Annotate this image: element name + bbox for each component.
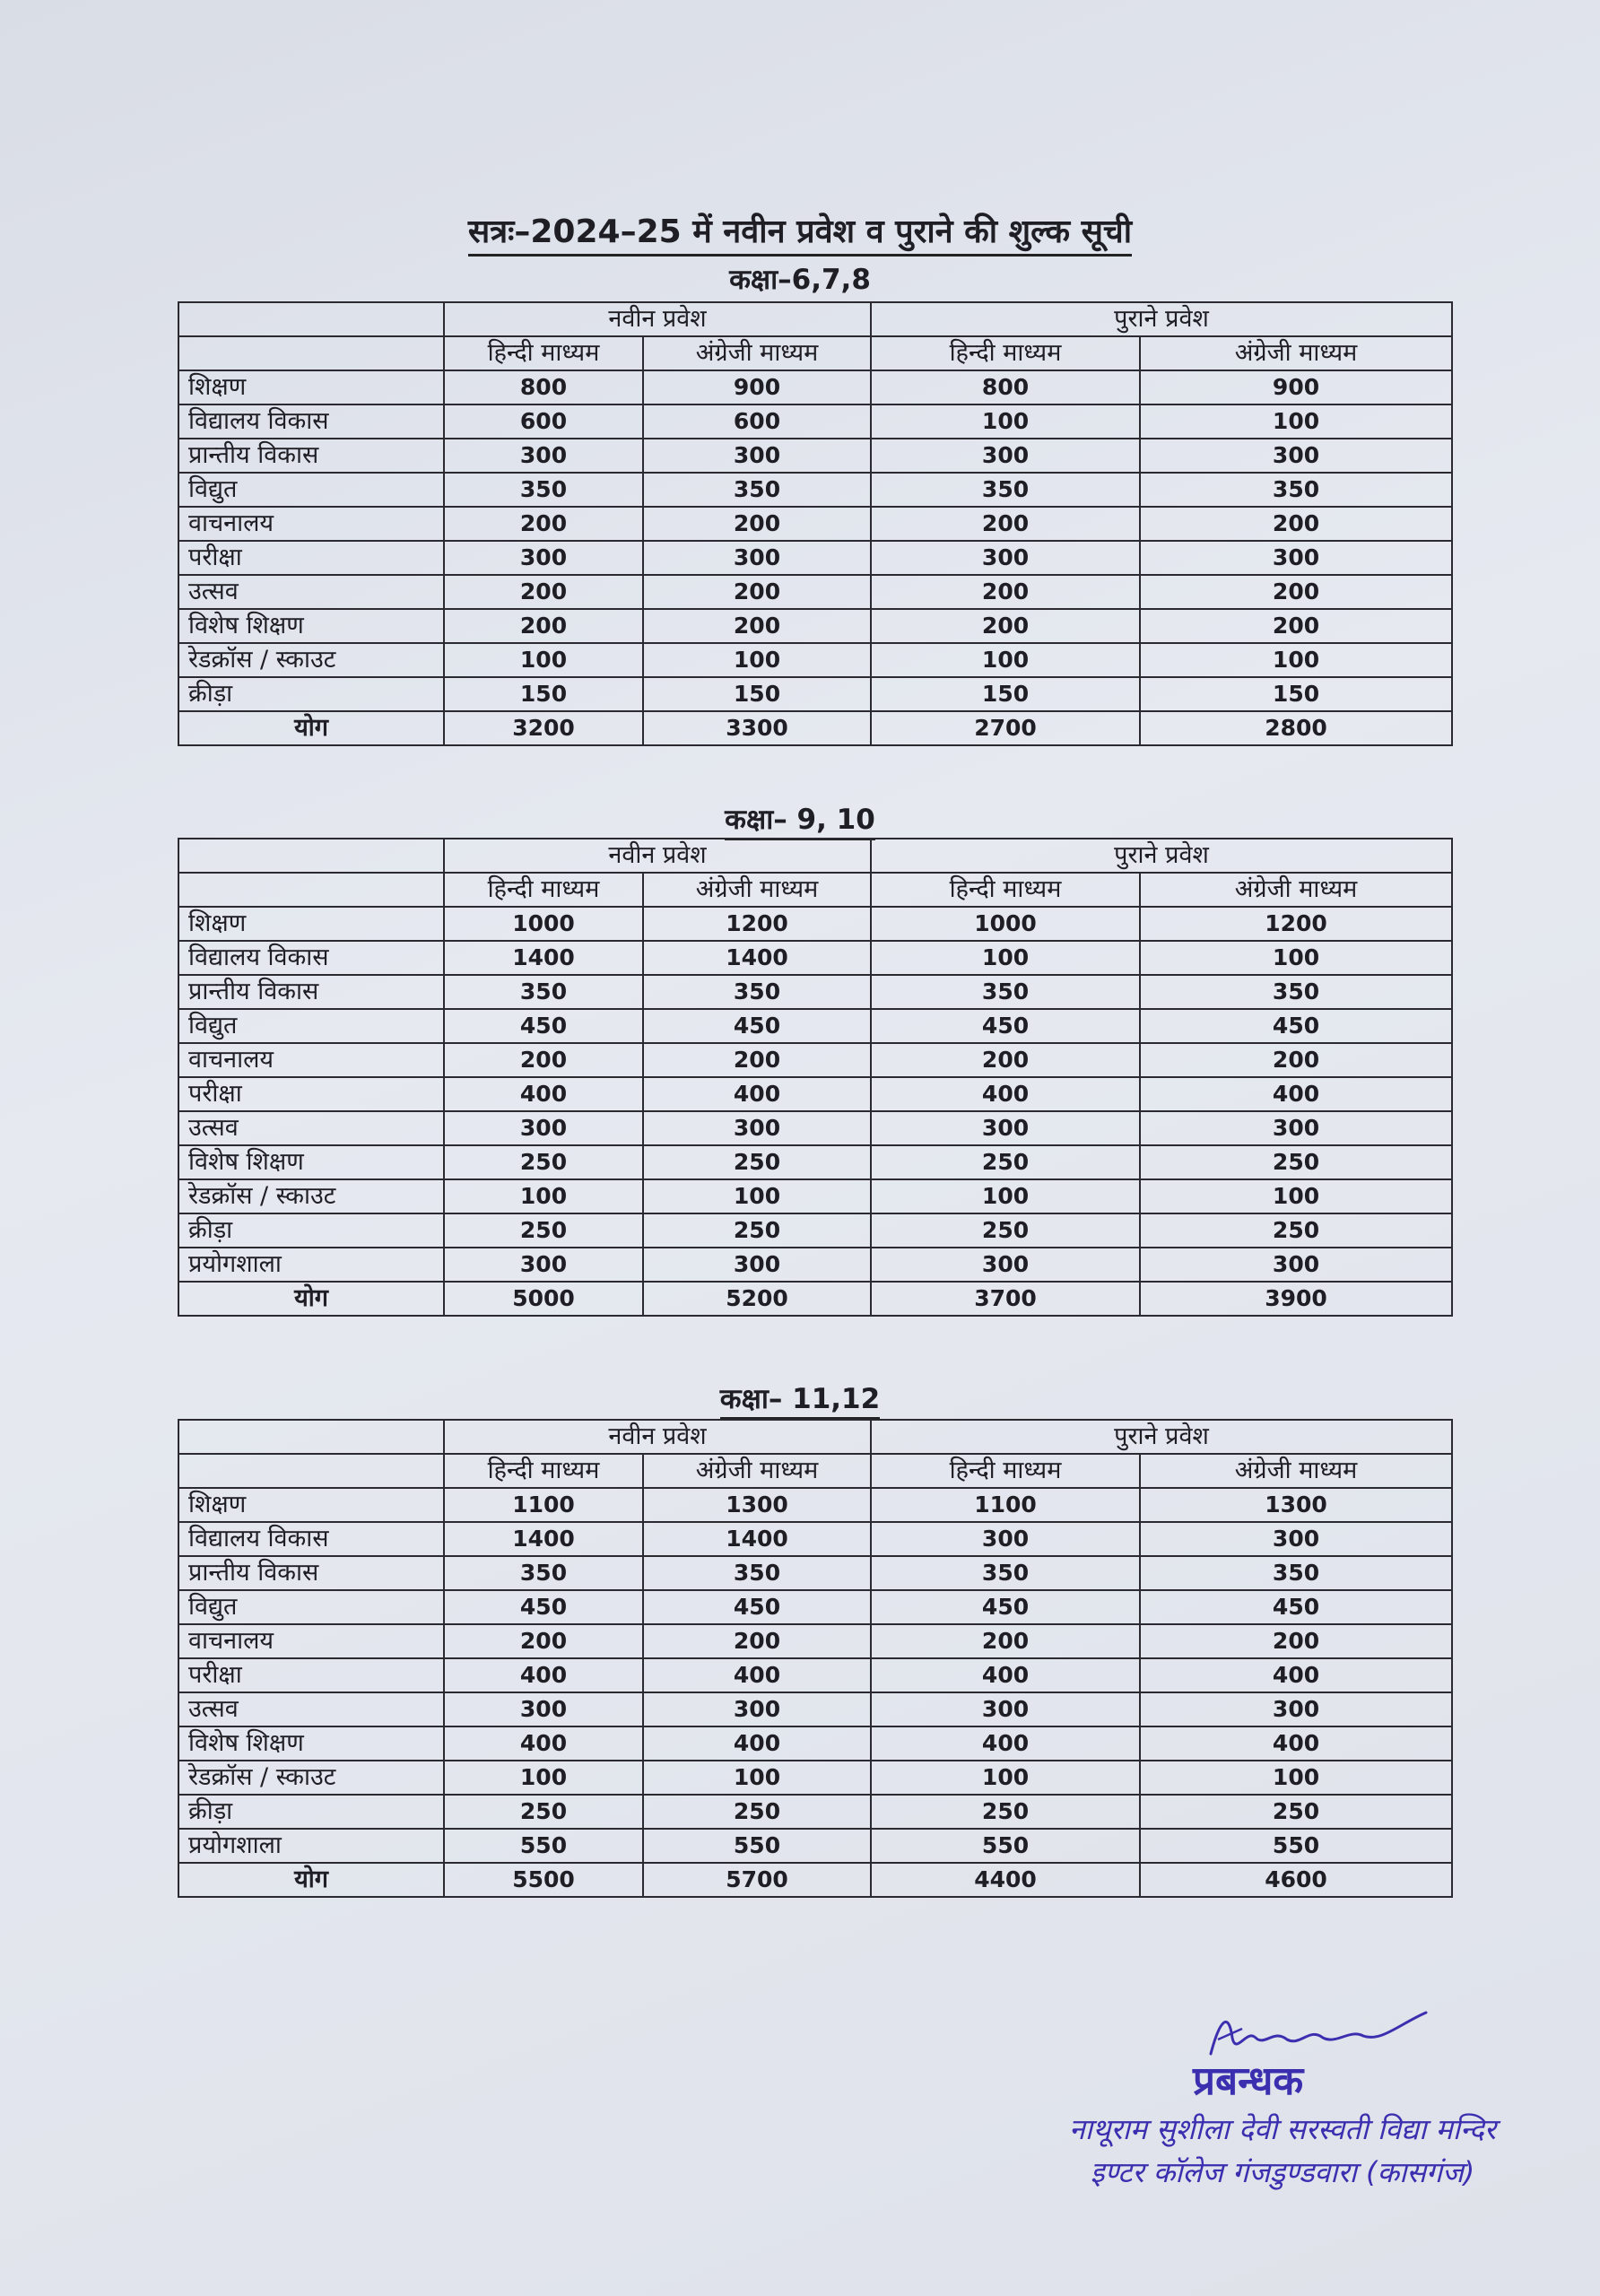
fee-head-label: परीक्षा: [178, 1077, 444, 1111]
old-hindi-amount: 200: [871, 507, 1140, 541]
english-medium-header: अंग्रेजी माध्यम: [1140, 1454, 1452, 1488]
new-english-amount: 350: [643, 473, 871, 507]
total-row: [178, 711, 1452, 745]
new-hindi-amount: 300: [444, 1692, 643, 1726]
old-hindi-amount: 450: [871, 1590, 1140, 1624]
old-hindi-amount: 100: [871, 404, 1140, 439]
old-english-amount: 200: [1140, 507, 1452, 541]
fee-head-label: उत्सव: [178, 1692, 444, 1726]
new-hindi-amount: 200: [444, 1043, 643, 1077]
new-english-amount: 200: [643, 575, 871, 609]
fee-row: [178, 1692, 1452, 1726]
old-hindi-amount: 300: [871, 541, 1140, 575]
old-english-amount: 150: [1140, 677, 1452, 711]
old-hindi-amount: 100: [871, 1179, 1140, 1213]
old-english-amount: 100: [1140, 643, 1452, 677]
fee-head-label: क्रीड़ा: [178, 1795, 444, 1829]
fee-row: [178, 907, 1452, 941]
old-hindi-amount: 300: [871, 1111, 1140, 1145]
old-admission-header: पुराने प्रवेश: [871, 839, 1452, 873]
fee-row: [178, 1624, 1452, 1658]
new-english-amount: 400: [643, 1077, 871, 1111]
empty-header-cell: [178, 336, 444, 370]
old-hindi-amount: 1000: [871, 907, 1140, 941]
header-row-admission: [178, 1420, 1452, 1454]
hindi-medium-header: हिन्दी माध्यम: [444, 1454, 643, 1488]
fee-row: [178, 1248, 1452, 1282]
old-english-amount: 200: [1140, 609, 1452, 643]
old-admission-header: पुराने प्रवेश: [871, 302, 1452, 336]
new-english-amount: 300: [643, 1111, 871, 1145]
old-english-amount: 300: [1140, 1248, 1452, 1282]
old-english-amount: 400: [1140, 1658, 1452, 1692]
new-english-amount: 450: [643, 1590, 871, 1624]
new-english-amount: 300: [643, 1248, 871, 1282]
new-hindi-amount: 300: [444, 1111, 643, 1145]
header-row-medium: [178, 873, 1452, 907]
new-hindi-amount: 5000: [444, 1282, 643, 1316]
fee-row: [178, 1077, 1452, 1111]
old-english-amount: 450: [1140, 1590, 1452, 1624]
fee-head-label: विद्युत: [178, 1590, 444, 1624]
english-medium-header: अंग्रेजी माध्यम: [643, 1454, 871, 1488]
new-hindi-amount: 3200: [444, 711, 643, 745]
old-english-amount: 350: [1140, 473, 1452, 507]
old-hindi-amount: 400: [871, 1077, 1140, 1111]
fee-row: [178, 370, 1452, 404]
old-english-amount: 300: [1140, 1692, 1452, 1726]
new-hindi-amount: 350: [444, 473, 643, 507]
new-hindi-amount: 200: [444, 575, 643, 609]
empty-header-cell: [178, 1420, 444, 1454]
old-hindi-amount: 350: [871, 473, 1140, 507]
new-english-amount: 200: [643, 1043, 871, 1077]
old-english-amount: 300: [1140, 541, 1452, 575]
school-name-line1: नाथूराम सुशीला देवी सरस्वती विद्या मन्दिर: [1068, 2112, 1496, 2146]
new-hindi-amount: 400: [444, 1726, 643, 1761]
old-english-amount: 400: [1140, 1726, 1452, 1761]
fee-row: [178, 404, 1452, 439]
fee-head-label: शिक्षण: [178, 907, 444, 941]
header-row-admission: [178, 839, 1452, 873]
old-hindi-amount: 400: [871, 1658, 1140, 1692]
new-hindi-amount: 300: [444, 1248, 643, 1282]
new-admission-header: नवीन प्रवेश: [444, 1420, 871, 1454]
new-hindi-amount: 600: [444, 404, 643, 439]
new-english-amount: 5200: [643, 1282, 871, 1316]
fee-head-label: उत्सव: [178, 575, 444, 609]
new-hindi-amount: 450: [444, 1590, 643, 1624]
old-english-amount: 200: [1140, 575, 1452, 609]
fee-head-label: शिक्षण: [178, 1488, 444, 1522]
new-hindi-amount: 300: [444, 439, 643, 473]
old-english-amount: 100: [1140, 404, 1452, 439]
new-hindi-amount: 800: [444, 370, 643, 404]
old-english-amount: 400: [1140, 1077, 1452, 1111]
fee-row: [178, 1488, 1452, 1522]
new-english-amount: 100: [643, 1179, 871, 1213]
new-hindi-amount: 400: [444, 1658, 643, 1692]
old-hindi-amount: 400: [871, 1726, 1140, 1761]
new-hindi-amount: 350: [444, 1556, 643, 1590]
page-title: सत्रः–2024–25 में नवीन प्रवेश व पुराने की शुल्क सूची: [0, 208, 1600, 252]
old-english-amount: 100: [1140, 1761, 1452, 1795]
old-english-amount: 1300: [1140, 1488, 1452, 1522]
old-hindi-amount: 250: [871, 1213, 1140, 1248]
new-english-amount: 400: [643, 1658, 871, 1692]
fee-row: [178, 507, 1452, 541]
old-english-amount: 4600: [1140, 1863, 1452, 1897]
fee-row: [178, 941, 1452, 975]
fee-row: [178, 975, 1452, 1009]
new-hindi-amount: 400: [444, 1077, 643, 1111]
empty-header-cell: [178, 873, 444, 907]
old-english-amount: 100: [1140, 1179, 1452, 1213]
old-hindi-amount: 250: [871, 1145, 1140, 1179]
old-english-amount: 250: [1140, 1795, 1452, 1829]
new-hindi-amount: 150: [444, 677, 643, 711]
old-english-amount: 550: [1140, 1829, 1452, 1863]
new-hindi-amount: 1000: [444, 907, 643, 941]
new-hindi-amount: 1400: [444, 1522, 643, 1556]
fee-head-label: विशेष शिक्षण: [178, 1145, 444, 1179]
old-english-amount: 1200: [1140, 907, 1452, 941]
hindi-medium-header: हिन्दी माध्यम: [444, 336, 643, 370]
new-hindi-amount: 250: [444, 1145, 643, 1179]
new-hindi-amount: 300: [444, 541, 643, 575]
fee-head-label: वाचनालय: [178, 1043, 444, 1077]
new-english-amount: 100: [643, 1761, 871, 1795]
new-hindi-amount: 550: [444, 1829, 643, 1863]
old-english-amount: 350: [1140, 975, 1452, 1009]
fee-head-label: रेडक्रॉस / स्काउट: [178, 1179, 444, 1213]
new-english-amount: 1300: [643, 1488, 871, 1522]
new-hindi-amount: 350: [444, 975, 643, 1009]
fee-row: [178, 1590, 1452, 1624]
old-hindi-amount: 250: [871, 1795, 1140, 1829]
old-english-amount: 900: [1140, 370, 1452, 404]
old-hindi-amount: 100: [871, 643, 1140, 677]
old-hindi-amount: 800: [871, 370, 1140, 404]
old-english-amount: 250: [1140, 1213, 1452, 1248]
fee-row: [178, 1145, 1452, 1179]
fee-row: [178, 1726, 1452, 1761]
total-label: योग: [178, 1863, 444, 1897]
new-english-amount: 1400: [643, 1522, 871, 1556]
old-hindi-amount: 100: [871, 1761, 1140, 1795]
total-row: [178, 1282, 1452, 1316]
new-admission-header: नवीन प्रवेश: [444, 302, 871, 336]
old-hindi-amount: 450: [871, 1009, 1140, 1043]
new-english-amount: 900: [643, 370, 871, 404]
old-hindi-amount: 200: [871, 609, 1140, 643]
new-english-amount: 200: [643, 609, 871, 643]
empty-header-cell: [178, 1454, 444, 1488]
fee-row: [178, 677, 1452, 711]
old-hindi-amount: 150: [871, 677, 1140, 711]
new-english-amount: 1200: [643, 907, 871, 941]
fee-head-label: परीक्षा: [178, 541, 444, 575]
class-heading-6-8: कक्षा–6,7,8: [729, 264, 871, 296]
new-hindi-amount: 100: [444, 1179, 643, 1213]
fee-head-label: रेडक्रॉस / स्काउट: [178, 643, 444, 677]
fee-row: [178, 1658, 1452, 1692]
old-hindi-amount: 2700: [871, 711, 1140, 745]
new-english-amount: 450: [643, 1009, 871, 1043]
new-hindi-amount: 1100: [444, 1488, 643, 1522]
english-medium-header: अंग्रेजी माध्यम: [643, 336, 871, 370]
header-row-medium: [178, 336, 1452, 370]
fee-row: [178, 439, 1452, 473]
fee-row: [178, 1829, 1452, 1863]
new-hindi-amount: 250: [444, 1213, 643, 1248]
fee-row: [178, 1009, 1452, 1043]
old-english-amount: 200: [1140, 1043, 1452, 1077]
fee-head-label: रेडक्रॉस / स्काउट: [178, 1761, 444, 1795]
old-english-amount: 350: [1140, 1556, 1452, 1590]
new-english-amount: 1400: [643, 941, 871, 975]
new-hindi-amount: 250: [444, 1795, 643, 1829]
old-hindi-amount: 200: [871, 1043, 1140, 1077]
fee-row: [178, 541, 1452, 575]
new-english-amount: 200: [643, 507, 871, 541]
hindi-medium-header: हिन्दी माध्यम: [871, 873, 1140, 907]
fee-table-11-12: [178, 1419, 1453, 1898]
fee-head-label: प्रान्तीय विकास: [178, 975, 444, 1009]
fee-row: [178, 1111, 1452, 1145]
new-english-amount: 150: [643, 677, 871, 711]
fee-row: [178, 643, 1452, 677]
old-hindi-amount: 300: [871, 1692, 1140, 1726]
fee-head-label: विद्युत: [178, 1009, 444, 1043]
fee-head-label: प्रयोगशाला: [178, 1829, 444, 1863]
empty-header-cell: [178, 302, 444, 336]
old-admission-header: पुराने प्रवेश: [871, 1420, 1452, 1454]
new-english-amount: 100: [643, 643, 871, 677]
header-row-medium: [178, 1454, 1452, 1488]
old-hindi-amount: 100: [871, 941, 1140, 975]
old-hindi-amount: 550: [871, 1829, 1140, 1863]
old-hindi-amount: 200: [871, 1624, 1140, 1658]
fee-head-label: प्रान्तीय विकास: [178, 1556, 444, 1590]
new-english-amount: 250: [643, 1145, 871, 1179]
new-hindi-amount: 100: [444, 643, 643, 677]
old-english-amount: 300: [1140, 1522, 1452, 1556]
fee-table-6-8: [178, 301, 1453, 746]
new-english-amount: 600: [643, 404, 871, 439]
english-medium-header: अंग्रेजी माध्यम: [1140, 336, 1452, 370]
old-hindi-amount: 350: [871, 975, 1140, 1009]
class-heading-11-12: कक्षा– 11,12: [0, 1379, 1600, 1417]
fee-head-label: उत्सव: [178, 1111, 444, 1145]
old-hindi-amount: 3700: [871, 1282, 1140, 1316]
new-english-amount: 5700: [643, 1863, 871, 1897]
old-hindi-amount: 300: [871, 1248, 1140, 1282]
total-label: योग: [178, 1282, 444, 1316]
new-english-amount: 250: [643, 1213, 871, 1248]
fee-row: [178, 473, 1452, 507]
header-row-admission: [178, 302, 1452, 336]
designation-manager: प्रबन्धक: [1193, 2058, 1304, 2104]
old-hindi-amount: 200: [871, 575, 1140, 609]
fee-head-label: विद्यालय विकास: [178, 941, 444, 975]
fee-head-label: विशेष शिक्षण: [178, 609, 444, 643]
fee-row: [178, 1213, 1452, 1248]
fee-head-label: वाचनालय: [178, 1624, 444, 1658]
english-medium-header: अंग्रेजी माध्यम: [1140, 873, 1452, 907]
new-english-amount: 550: [643, 1829, 871, 1863]
fee-row: [178, 609, 1452, 643]
hindi-medium-header: हिन्दी माध्यम: [444, 873, 643, 907]
new-hindi-amount: 450: [444, 1009, 643, 1043]
total-row: [178, 1863, 1452, 1897]
fee-row: [178, 575, 1452, 609]
old-english-amount: 300: [1140, 439, 1452, 473]
fee-head-label: शिक्षण: [178, 370, 444, 404]
new-english-amount: 200: [643, 1624, 871, 1658]
new-english-amount: 300: [643, 541, 871, 575]
old-english-amount: 300: [1140, 1111, 1452, 1145]
fee-row: [178, 1043, 1452, 1077]
new-english-amount: 400: [643, 1726, 871, 1761]
old-hindi-amount: 1100: [871, 1488, 1140, 1522]
new-hindi-amount: 5500: [444, 1863, 643, 1897]
fee-head-label: प्रयोगशाला: [178, 1248, 444, 1282]
new-hindi-amount: 200: [444, 1624, 643, 1658]
old-english-amount: 100: [1140, 941, 1452, 975]
empty-header-cell: [178, 839, 444, 873]
hindi-medium-header: हिन्दी माध्यम: [871, 336, 1140, 370]
fee-head-label: वाचनालय: [178, 507, 444, 541]
total-label: योग: [178, 711, 444, 745]
fee-row: [178, 1179, 1452, 1213]
hindi-medium-header: हिन्दी माध्यम: [871, 1454, 1140, 1488]
old-hindi-amount: 300: [871, 1522, 1140, 1556]
new-hindi-amount: 200: [444, 609, 643, 643]
old-hindi-amount: 350: [871, 1556, 1140, 1590]
new-english-amount: 300: [643, 1692, 871, 1726]
fee-row: [178, 1761, 1452, 1795]
old-english-amount: 450: [1140, 1009, 1452, 1043]
new-english-amount: 350: [643, 1556, 871, 1590]
new-english-amount: 350: [643, 975, 871, 1009]
fee-row: [178, 1795, 1452, 1829]
fee-head-label: विद्युत: [178, 473, 444, 507]
new-hindi-amount: 200: [444, 507, 643, 541]
new-english-amount: 3300: [643, 711, 871, 745]
fee-table-9-10: [178, 838, 1453, 1317]
old-english-amount: 3900: [1140, 1282, 1452, 1316]
old-hindi-amount: 300: [871, 439, 1140, 473]
fee-head-label: क्रीड़ा: [178, 1213, 444, 1248]
fee-head-label: विशेष शिक्षण: [178, 1726, 444, 1761]
english-medium-header: अंग्रेजी माध्यम: [643, 873, 871, 907]
old-hindi-amount: 4400: [871, 1863, 1140, 1897]
new-hindi-amount: 1400: [444, 941, 643, 975]
fee-row: [178, 1522, 1452, 1556]
fee-head-label: प्रान्तीय विकास: [178, 439, 444, 473]
old-english-amount: 2800: [1140, 711, 1452, 745]
fee-head-label: परीक्षा: [178, 1658, 444, 1692]
class-heading-9-10: कक्षा– 9, 10: [0, 800, 1600, 838]
new-english-amount: 300: [643, 439, 871, 473]
fee-head-label: विद्यालय विकास: [178, 1522, 444, 1556]
fee-row: [178, 1556, 1452, 1590]
fee-head-label: क्रीड़ा: [178, 677, 444, 711]
fee-head-label: विद्यालय विकास: [178, 404, 444, 439]
old-english-amount: 200: [1140, 1624, 1452, 1658]
new-english-amount: 250: [643, 1795, 871, 1829]
old-english-amount: 250: [1140, 1145, 1452, 1179]
school-name-line2: इण्टर कॉलेज गंजडुण्डवारा (कासगंज): [1090, 2155, 1475, 2189]
new-admission-header: नवीन प्रवेश: [444, 839, 871, 873]
new-hindi-amount: 100: [444, 1761, 643, 1795]
